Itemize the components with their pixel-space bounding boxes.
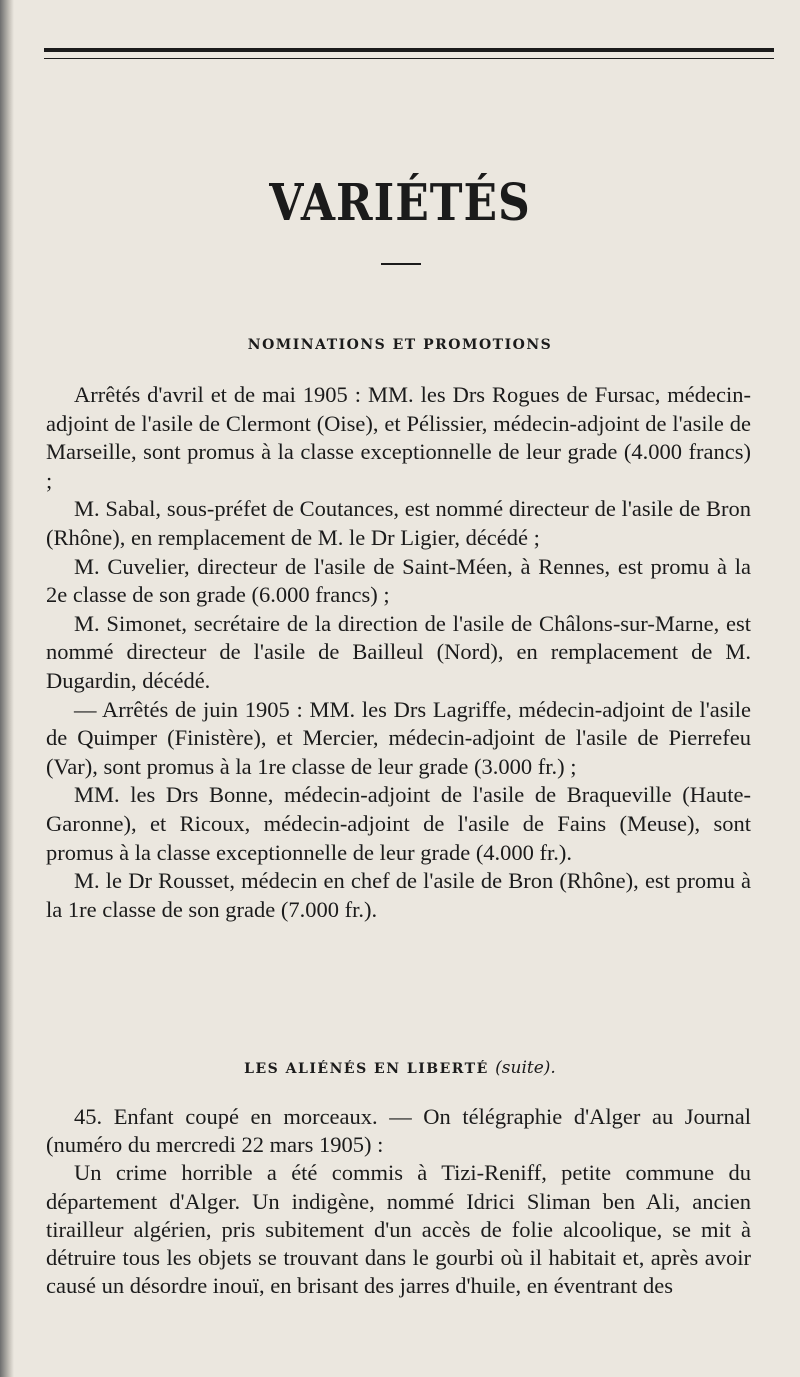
paragraph: M. Cuvelier, directeur de l'asile de Saint-Méen, à Rennes, est promu à la 2e classe de son grade (6.000 francs) ; bbox=[46, 553, 751, 608]
section-heading-alienes bbox=[0, 1058, 800, 1078]
paragraph: Arrêtés d'avril et de mai 1905 : MM. les Drs Rogues de Fursac, médecin-adjoint de l'asile de Clermont (Oise), et Pélissier, médecin-adjoint de l'asile de Marseille, sont promus à la classe exceptionnelle de leur grade (4.000 francs) ; bbox=[46, 382, 751, 493]
title-divider bbox=[381, 263, 421, 265]
header-rule-thick bbox=[44, 48, 774, 52]
paragraph: M. le Dr Rousset, médecin en chef de l'asile de Bron (Rhône), est promu à la 1re classe de son grade (7.000 fr.). bbox=[46, 868, 751, 922]
section-body-nominations bbox=[46, 381, 751, 924]
section-heading-nominations: NOMINATIONS ET PROMOTIONS bbox=[247, 337, 553, 353]
section-body-alienes bbox=[46, 1103, 751, 1300]
paragraph: M. Simonet, secrétaire de la direction de l'asile de Châlons-sur-Marne, est nommé directeur de l'asile de Bailleul (Nord), en remplacement de M. Dugardin, décédé. bbox=[46, 610, 751, 693]
header-rule-thin bbox=[44, 58, 774, 59]
paragraph: 45. Enfant coupé en morceaux. — On télégraphie d'Alger au Journal (numéro du mercredi 22 mars 1905) : bbox=[46, 1104, 751, 1158]
section-heading-suffix: (suite). bbox=[495, 1058, 556, 1078]
section-heading-text: LES ALIÉNÉS EN LIBERTÉ bbox=[244, 1061, 489, 1077]
paragraph: M. Sabal, sous-préfet de Coutances, est nommé directeur de l'asile de Bron (Rhône), en remplacement de M. le Dr Ligier, décédé ; bbox=[46, 496, 751, 550]
paragraph: Un crime horrible a été commis à Tizi-Reniff, petite commune du département d'Alger. Un indigène, nommé Idrici Sliman ben Ali, ancien tirailleur algérien, pris subitement d'un accès de folie alcoolique, se mit à détruire tous les objets se trouvant dans le gourbi où il habitait et, après avoir causé un désordre inouï, en brisant des jarres d'huile, en éventrant des bbox=[46, 1160, 751, 1299]
paragraph: — Arrêtés de juin 1905 : MM. les Drs Lagriffe, médecin-adjoint de l'asile de Quimper (Finistère), et Mercier, médecin-adjoint de l'asile de Pierrefeu (Var), sont promus à la 1re classe de leur grade (3.000 fr.) ; bbox=[46, 696, 751, 779]
paragraph: MM. les Drs Bonne, médecin-adjoint de l'asile de Braqueville (Haute-Garonne), et Ricoux, médecin-adjoint de l'asile de Fains (Meuse), sont promus à la classe exceptionnelle de leur grade (4.000 fr.). bbox=[46, 782, 751, 865]
page-title: VARIÉTÉS bbox=[269, 174, 531, 233]
